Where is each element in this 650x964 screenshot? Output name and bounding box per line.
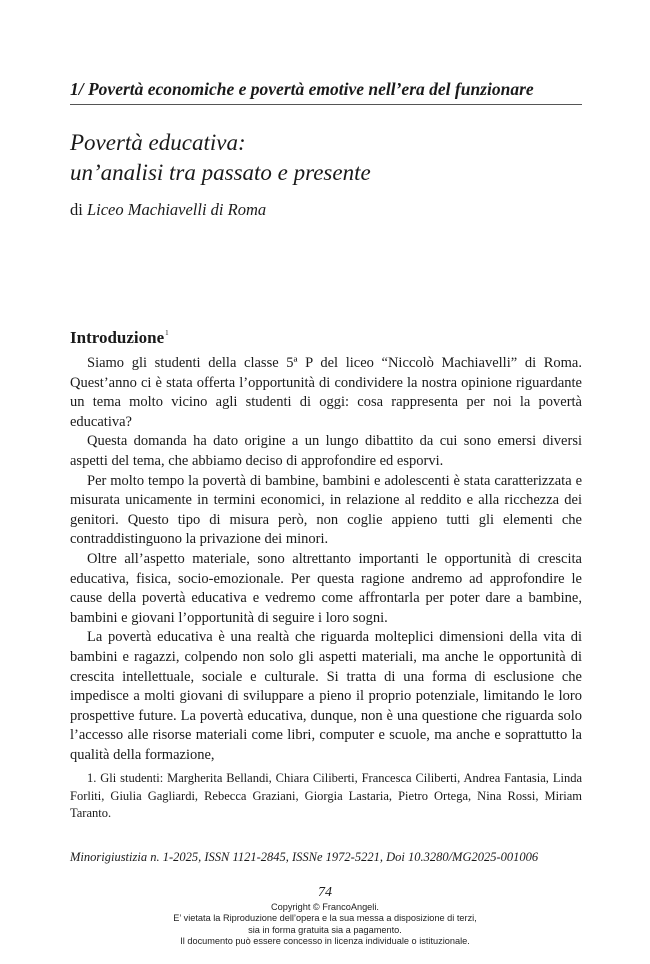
copyright-line: Copyright © FrancoAngeli.	[271, 902, 379, 912]
copyright-line: sia in forma gratuita sia a pagamento.	[248, 924, 402, 935]
running-section-title: 1/ Povertà economiche e povertà emotive nell’era del funzionare	[70, 79, 534, 99]
section-heading-text: Introduzione	[70, 328, 165, 347]
body-text	[70, 354, 582, 765]
paragraph: Questa domanda ha dato origine a un lungo dibattito da cui sono emersi diversi aspetti del tema, che abbiamo deciso di approfondire ed esporvi.	[70, 433, 582, 469]
header-rule	[70, 104, 582, 105]
journal-citation: Minorigiustizia n. 1-2025, ISSN 1121-2845, ISSNe 1972-5221, Doi 10.3280/MG2025-001006	[70, 850, 539, 864]
article-author	[70, 199, 266, 221]
footnote: 1. Gli studenti: Margherita Bellandi, Chiara Ciliberti, Francesca Ciliberti, Andrea Fantasia, Linda Forliti, Giulia Gagliardi, Rebecca Graziani, Giorgia Lastaria, Pietro Ortega, Nina Rossi, Miriam Taranto.	[70, 771, 582, 820]
author-name: Liceo Machiavelli di Roma	[86, 200, 267, 219]
paragraph: Siamo gli studenti della classe 5ª P del liceo “Niccolò Machiavelli” di Roma. Quest’anno ci è stata offerta l’opportunità di condividere la nostra opinione riguardante un tema molto vicino agli studenti di oggi: cosa rappresenta per noi la povertà educativa?	[70, 355, 582, 430]
paragraph: Per molto tempo la povertà di bambine, bambini e adolescenti è stata caratterizzata e misurata unicamente in termini economici, in relazione al reddito e alla ricchezza dei genitori. Questo tipo di misura però, non coglie appieno tutti gli elementi che contraddistinguono la privazione dei minori.	[70, 472, 582, 548]
copyright-line: Il documento può essere concesso in licenza individuale o istituzionale.	[180, 935, 470, 946]
section-heading	[70, 322, 169, 349]
copyright-notice	[0, 902, 650, 947]
article-title-line-1: Povertà educativa:	[70, 130, 246, 155]
paragraph: La povertà educativa è una realtà che riguarda molteplici dimensioni della vita di bambini e ragazzi, colpendo non solo gli aspetti materiali, ma anche le opportunità di crescita intellettuale, sociale e culturale. Si tratta di una forma di esclusione che impedisce a molti giovani di sviluppare a pieno il proprio potenziale, limitando le loro prospettive future. La povertà educativa, dunque, non è una questione che riguarda solo l’accesso alle risorse materiali come libri, computer e scuole, ma anche e soprattutto la qualità della formazione,	[70, 629, 582, 763]
article-title	[70, 128, 580, 188]
page-number: 74	[318, 885, 332, 900]
copyright-line: E’ vietata la Riproduzione dell’opera e la sua messa a disposizione di terzi,	[173, 913, 477, 924]
footnote-reference: 1	[165, 329, 169, 337]
author-prefix: di	[70, 200, 83, 219]
article-title-line-2: un’analisi tra passato e presente	[70, 160, 371, 185]
paragraph: Oltre all’aspetto materiale, sono altrettanto importanti le opportunità di crescita educativa, fisica, socio-emozionale. Per questa ragione andremo ad approfondire le cause della povertà educativa e vedremo come affrontarla per poter dare a bambine, bambini e giovani l’opportunità di seguire i loro sogni.	[70, 550, 582, 626]
